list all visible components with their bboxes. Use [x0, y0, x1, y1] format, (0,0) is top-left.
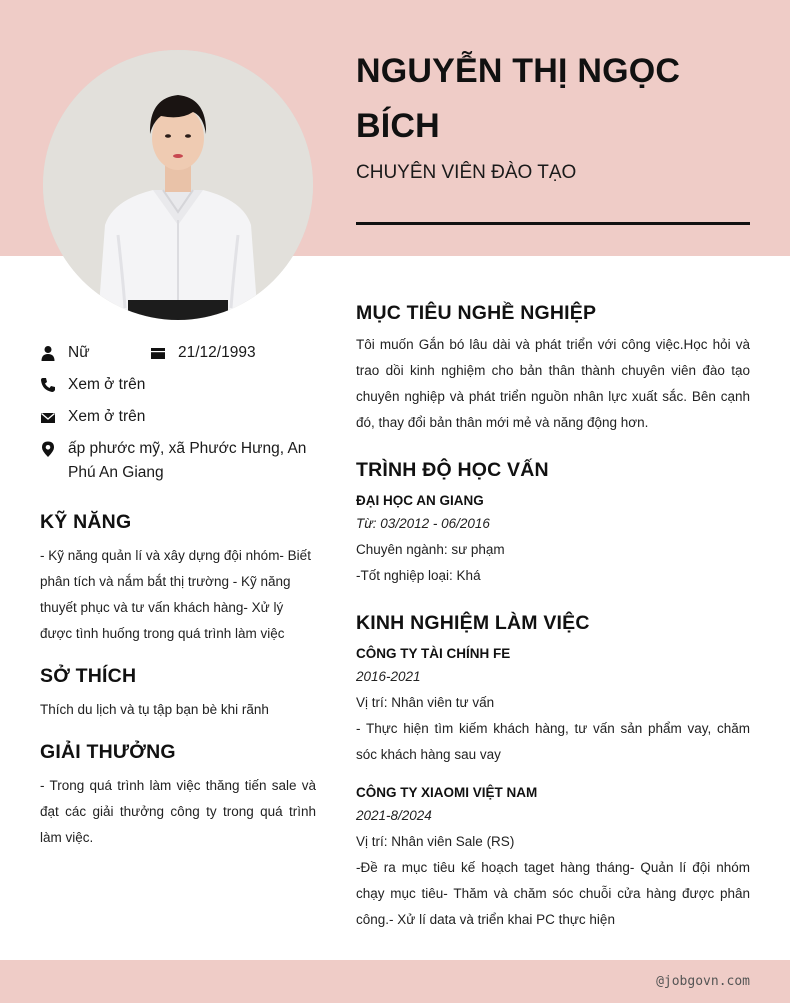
person-icon [40, 345, 56, 361]
awards-heading: GIẢI THƯỞNG [40, 741, 176, 763]
avatar [43, 50, 313, 320]
job-company: CÔNG TY XIAOMI VIỆT NAM [356, 785, 538, 800]
experience-heading: KINH NGHIỆM LÀM VIỆC [356, 612, 590, 634]
job-position: Vị trí: Nhân viên Sale (RS) [356, 834, 515, 849]
hobbies-text: Thích du lịch và tụ tập bạn bè khi rãnh [40, 702, 269, 717]
contact-gender [40, 341, 150, 365]
job-description: -Đề ra mục tiêu kế hoạch taget hàng tháng- Quản lí đội nhóm chạy mục tiêu- Thăm và chăm sóc chuỗi cửa hàng được phân công.- Xử lí data và triển khai PC thực hiện [356, 860, 750, 927]
education-heading: TRÌNH ĐỘ HỌC VẤN [356, 459, 549, 481]
contact-address [40, 437, 315, 485]
contact-email [40, 405, 315, 429]
objective-heading: MỤC TIÊU NGHỀ NGHIỆP [356, 302, 597, 324]
gender-value: Nữ [68, 344, 90, 361]
footer-watermark: @jobgovn.com [656, 974, 750, 989]
job-company: CÔNG TY TÀI CHÍNH FE [356, 646, 511, 661]
hobbies-heading: SỞ THÍCH [40, 665, 137, 687]
contact-phone [40, 373, 315, 397]
job-description: - Thực hiện tìm kiếm khách hàng, tư vấn sản phẩm vay, chăm sóc khách hàng sau vay [356, 721, 750, 762]
job-period: 2021-8/2024 [356, 808, 432, 823]
education-period: Từ: 03/2012 - 06/2016 [356, 516, 490, 531]
calendar-icon [150, 345, 166, 361]
awards-text: - Trong quá trình làm việc thăng tiến sale và đạt các giải thưởng công ty trong quá trình làm việc. [40, 778, 316, 845]
candidate-name: NGUYỄN THỊ NGỌC BÍCH [356, 52, 681, 145]
job-title: CHUYÊN VIÊN ĐÀO TẠO [356, 162, 577, 183]
envelope-icon [40, 409, 56, 425]
job-position: Vị trí: Nhân viên tư vấn [356, 695, 495, 710]
contact-birthday [150, 341, 310, 365]
phone-value: Xem ở trên [68, 376, 146, 393]
skills-text: - Kỹ năng quản lí và xây dựng đội nhóm- Biết phân tích và nắm bắt thị trường - Kỹ năng thuyết phục và tư vấn khách hàng- Xử lý được tình huống trong quá trình làm việc [40, 548, 311, 641]
address-value: ấp phước mỹ, xã Phước Hưng, An Phú An Giang [68, 440, 307, 481]
job-period: 2016-2021 [356, 669, 421, 684]
education-grade: -Tốt nghiệp loại: Khá [356, 568, 481, 583]
birthday-value: 21/12/1993 [178, 344, 256, 361]
skills-heading: KỸ NĂNG [40, 511, 132, 533]
map-pin-icon [40, 441, 56, 457]
objective-text: Tôi muốn Gắn bó lâu dài và phát triển với công việc.Học hỏi và trao dồi kinh nghiệm cho bản thân thành chuyên viên đào tạo chuyên nghiệp và phát triển nguồn nhân lực xuất sắc. Bên cạnh đó, thay đổi bản thân mới mẻ và năng động hơn. [356, 337, 750, 430]
email-value: Xem ở trên [68, 408, 146, 425]
education-school: ĐẠI HỌC AN GIANG [356, 493, 484, 508]
header-divider [356, 222, 750, 225]
education-major: Chuyên ngành: sư phạm [356, 542, 505, 557]
phone-icon [40, 377, 56, 393]
